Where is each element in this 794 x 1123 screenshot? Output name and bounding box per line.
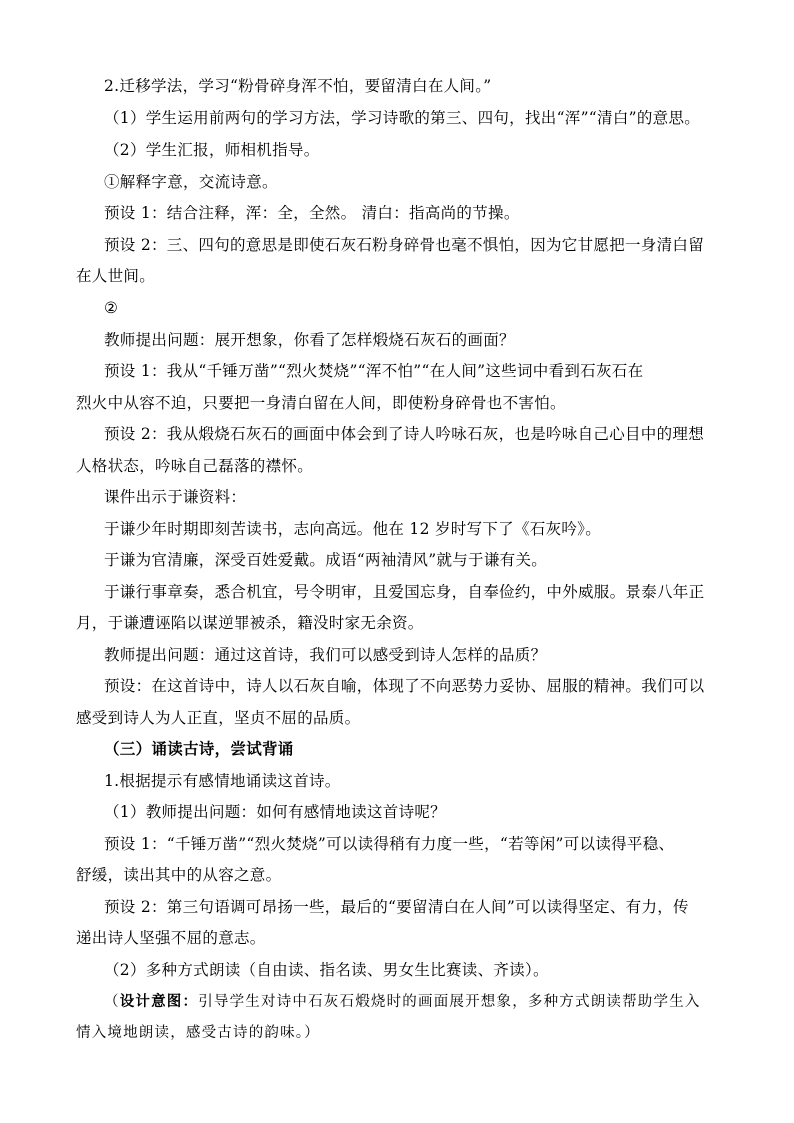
paragraph-line: 1.根据提示有感情地诵读这首诗。	[104, 772, 341, 790]
paragraph-line: 月，于谦遭诬陷以谋逆罪被杀，籍没时家无余资。	[76, 614, 424, 632]
note-open-paren: （	[104, 994, 120, 1010]
paragraph-line: 预设：在这首诗中，诗人以石灰自喻，体现了不向恶势力妥协、屈服的精神。我们可以	[104, 677, 705, 695]
section-heading: （三）诵读古诗，尝试背诵	[104, 739, 294, 758]
paragraph-line: 教师提出问题：展开想象，你看了怎样煅烧石灰石的画面？	[104, 331, 515, 349]
paragraph-line: ①解释字意，交流诗意。	[104, 173, 278, 191]
paragraph-line: 于谦行事章奏，悉合机宜，号令明审，且爱国忘身，自奉俭约，中外威服。景泰八年正	[104, 583, 705, 601]
paragraph-line: （1）学生运用前两句的学习方法，学习诗歌的第三、四句，找出“浑”“清白”的意思。	[104, 109, 701, 127]
paragraph-line: 预设 1：结合注释，浑：全，全然。 清白：指高尚的节操。	[104, 204, 520, 222]
paragraph-line: 在人世间。	[76, 267, 156, 285]
paragraph-line: 预设 1：“千锤万凿”“烈火焚烧”可以读得稍有力度一些，“若等闲”可以读得平稳、	[104, 835, 675, 853]
paragraph-line: （1）教师提出问题：如何有感情地读这首诗呢？	[104, 803, 446, 821]
paragraph-line: （2）学生汇报，师相机指导。	[104, 141, 320, 159]
design-intent-note	[104, 992, 701, 1012]
design-intent-text: 引导学生对诗中石灰石煅烧时的画面展开想象，多种方式朗读帮助学生入	[198, 994, 701, 1010]
paragraph-line: 人格状态，吟咏自己磊落的襟怀。	[76, 457, 314, 475]
paragraph-line: （2）多种方式朗读（自由读、指名读、男女生比赛读、齐读）。	[104, 961, 549, 979]
paragraph-line: 烈火中从容不迫，只要把一身清白留在人间，即使粉身碎骨也不害怕。	[76, 394, 566, 412]
paragraph-line: 2.迁移学法，学习“粉骨碎身浑不怕，要留清白在人间。”	[104, 77, 492, 95]
design-intent-note-cont: 情入境地朗读，感受古诗的韵味。）	[76, 1025, 320, 1041]
paragraph-line: 预设 2：我从煅烧石灰石的画面中体会到了诗人吟咏石灰，也是吟咏自己心目中的理想	[104, 425, 704, 443]
paragraph-line: 感受到诗人为人正直，坚贞不屈的品质。	[76, 709, 361, 727]
paragraph-line: 于谦为官清廉，深受百姓爱戴。成语“两袖清风”就与于谦有关。	[104, 551, 548, 569]
paragraph-line: 预设 2：第三句语调可昂扬一些，最后的“要留清白在人间”可以读得坚定、有力，传	[104, 898, 689, 916]
paragraph-line: 预设 2：三、四句的意思是即使石灰石粉身碎骨也毫不惧怕，因为它甘愿把一身清白留	[104, 236, 704, 254]
paragraph-line: 递出诗人坚强不屈的意志。	[76, 929, 266, 947]
paragraph-line: ②	[104, 299, 119, 317]
design-intent-label: 设计意图：	[119, 993, 199, 1010]
paragraph-line: 于谦少年时期即刻苦读书，志向高远。他在 12 岁时写下了《石灰吟》。	[104, 520, 602, 538]
paragraph-line: 舒缓，读出其中的从容之意。	[76, 866, 282, 884]
paragraph-line: 课件出示于谦资料：	[104, 488, 247, 506]
paragraph-line: 教师提出问题：通过这首诗，我们可以感受到诗人怎样的品质？	[104, 646, 547, 664]
paragraph-line: 预设 1：我从“千锤万凿”“烈火焚烧”“浑不怕”“在人间”这些词中看到石灰石在	[104, 362, 644, 380]
